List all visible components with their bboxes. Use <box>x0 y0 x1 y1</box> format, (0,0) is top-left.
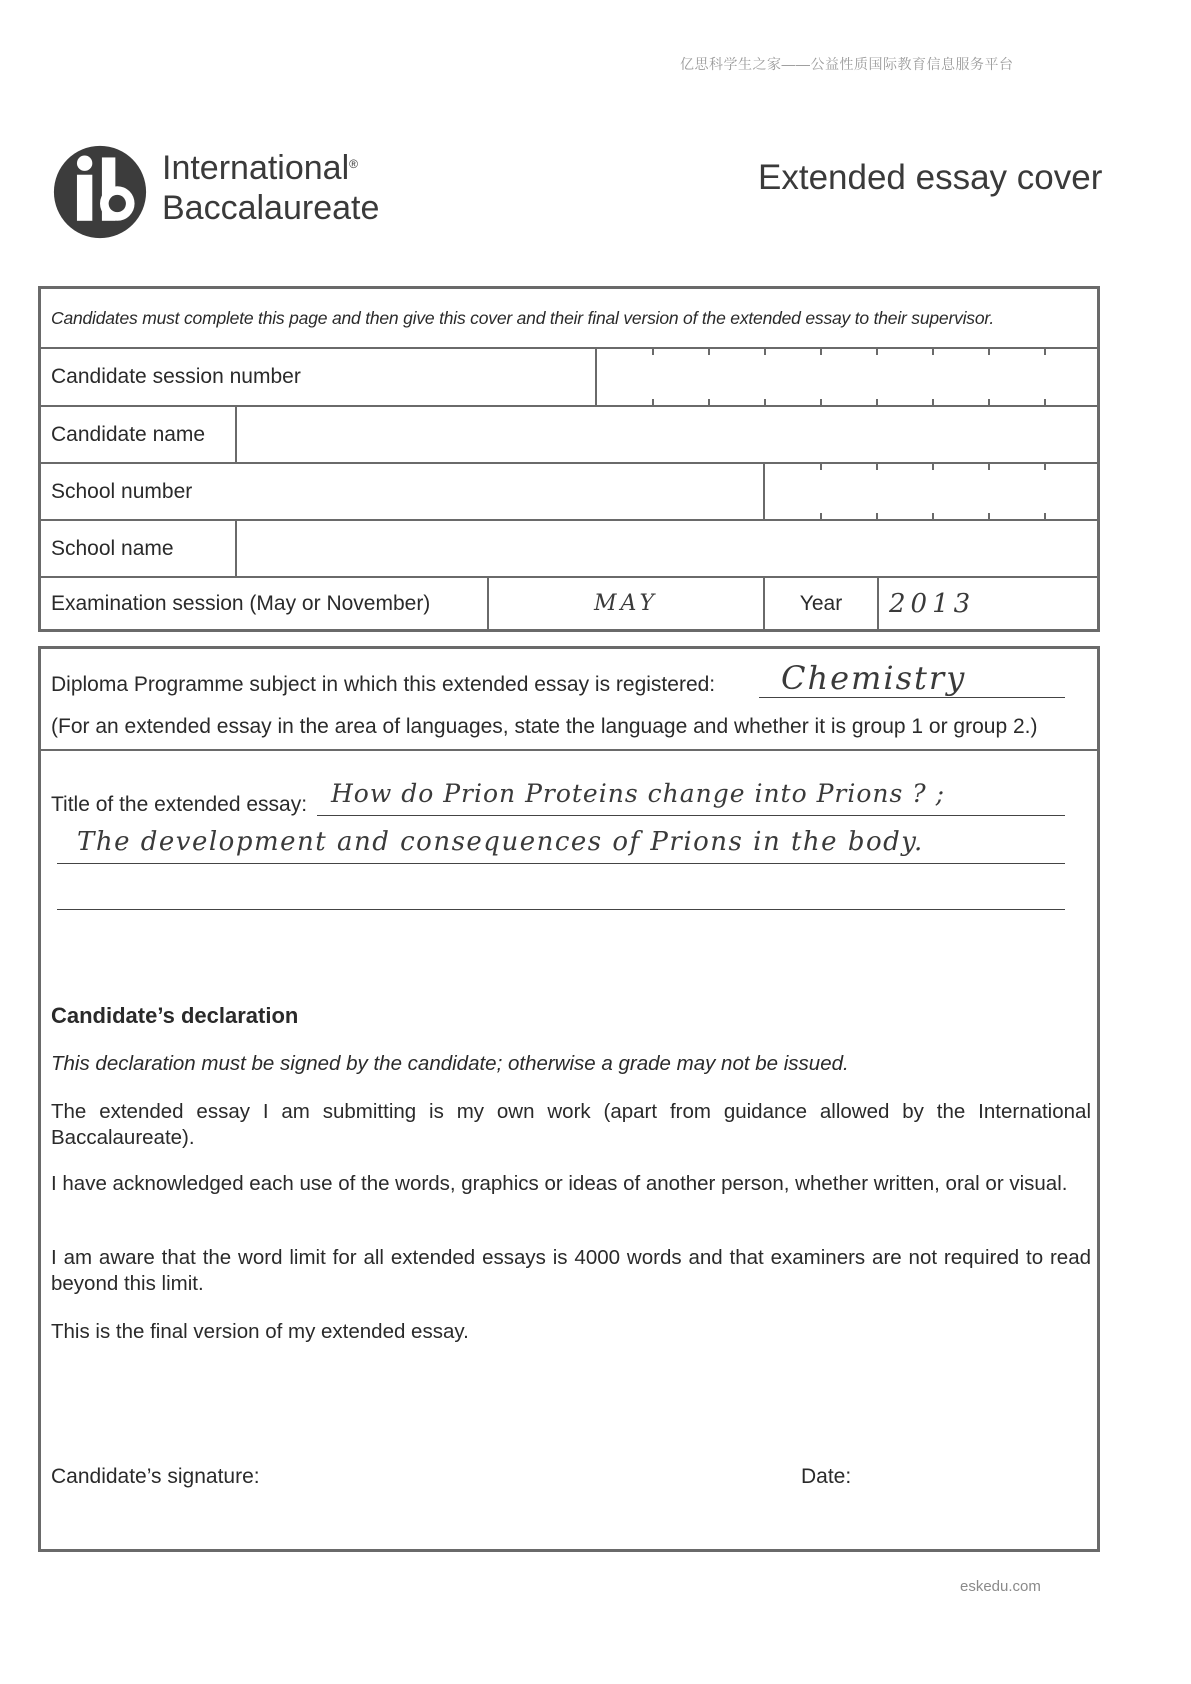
registered-mark: ® <box>349 157 358 171</box>
subject-section <box>41 649 1097 751</box>
watermark-top: 亿思科学生之家——公益性质国际教育信息服务平台 <box>680 56 1014 72</box>
essay-title-label: Title of the extended essay: <box>51 793 308 816</box>
school-name-field[interactable] <box>235 521 1097 576</box>
school-name-label: School name <box>51 536 174 560</box>
date-label: Date: <box>801 1465 852 1488</box>
candidate-name-field[interactable] <box>235 407 1097 462</box>
logo-line1: International <box>162 149 350 187</box>
session-number-row <box>41 349 1097 407</box>
watermark-bottom: eskedu.com <box>960 1578 1041 1595</box>
candidate-name-label: Candidate name <box>51 422 206 446</box>
declaration-paragraph-3: I am aware that the word limit for all extended essays is 4000 words and that examiners are not required to read beyond this limit. <box>51 1246 1091 1295</box>
essay-title-underline-1 <box>317 815 1065 816</box>
essay-title-underline-2 <box>57 863 1065 864</box>
school-number-label: School number <box>51 479 193 503</box>
subject-note: (For an extended essay in the area of languages, state the language and whether it is group 1 or group 2.) <box>51 715 1038 738</box>
page-title: Extended essay cover <box>758 158 1103 197</box>
subject-value[interactable]: Chemistry <box>781 659 967 697</box>
logo-wordmark <box>162 148 379 228</box>
instruction-row <box>41 289 1097 349</box>
year-value[interactable]: 2013 <box>877 578 1097 629</box>
declaration-intro: This declaration must be signed by the candidate; otherwise a grade may not be issued. <box>51 1052 849 1075</box>
subject-underline <box>759 697 1065 698</box>
school-number-row <box>41 464 1097 521</box>
session-number-digit-ticks <box>597 349 1103 405</box>
essay-details-box <box>38 646 1100 1552</box>
logo-line2: Baccalaureate <box>162 189 380 227</box>
essay-title-line1[interactable]: How do Prion Proteins change into Prions ? ; <box>331 779 946 808</box>
candidate-name-row <box>41 407 1097 464</box>
declaration-paragraph-1: The extended essay I am submitting is my own work (apart from guidance allowed by the International Baccalaureate). <box>51 1100 1091 1149</box>
instruction-text: Candidates must complete this page and then give this cover and their final version of the extended essay to their supervisor. <box>51 307 995 328</box>
session-number-field[interactable] <box>595 349 1097 405</box>
declaration-heading: Candidate’s declaration <box>51 1003 299 1028</box>
exam-session-value[interactable]: MAY <box>487 578 763 629</box>
signature-label: Candidate’s signature: <box>51 1465 260 1488</box>
session-number-label: Candidate session number <box>51 365 301 388</box>
ib-logo-icon <box>52 144 148 240</box>
subject-label: Diploma Programme subject in which this extended essay is registered: <box>51 673 716 696</box>
exam-session-label: Examination session (May or November) <box>51 591 431 615</box>
declaration-paragraph-2: I have acknowledged each use of the words, graphics or ideas of another person, whether written, oral or visual. <box>51 1172 1068 1195</box>
essay-title-line2[interactable]: The development and consequences of Prions in the body. <box>77 827 924 857</box>
school-number-digit-ticks <box>765 464 1103 519</box>
candidate-info-box <box>38 286 1100 632</box>
exam-session-row <box>41 578 1097 629</box>
declaration-paragraph-4: This is the final version of my extended essay. <box>51 1320 469 1343</box>
school-name-row <box>41 521 1097 578</box>
essay-title-underline-3 <box>57 909 1065 910</box>
year-label: Year <box>763 578 877 629</box>
school-number-field[interactable] <box>763 464 1097 519</box>
